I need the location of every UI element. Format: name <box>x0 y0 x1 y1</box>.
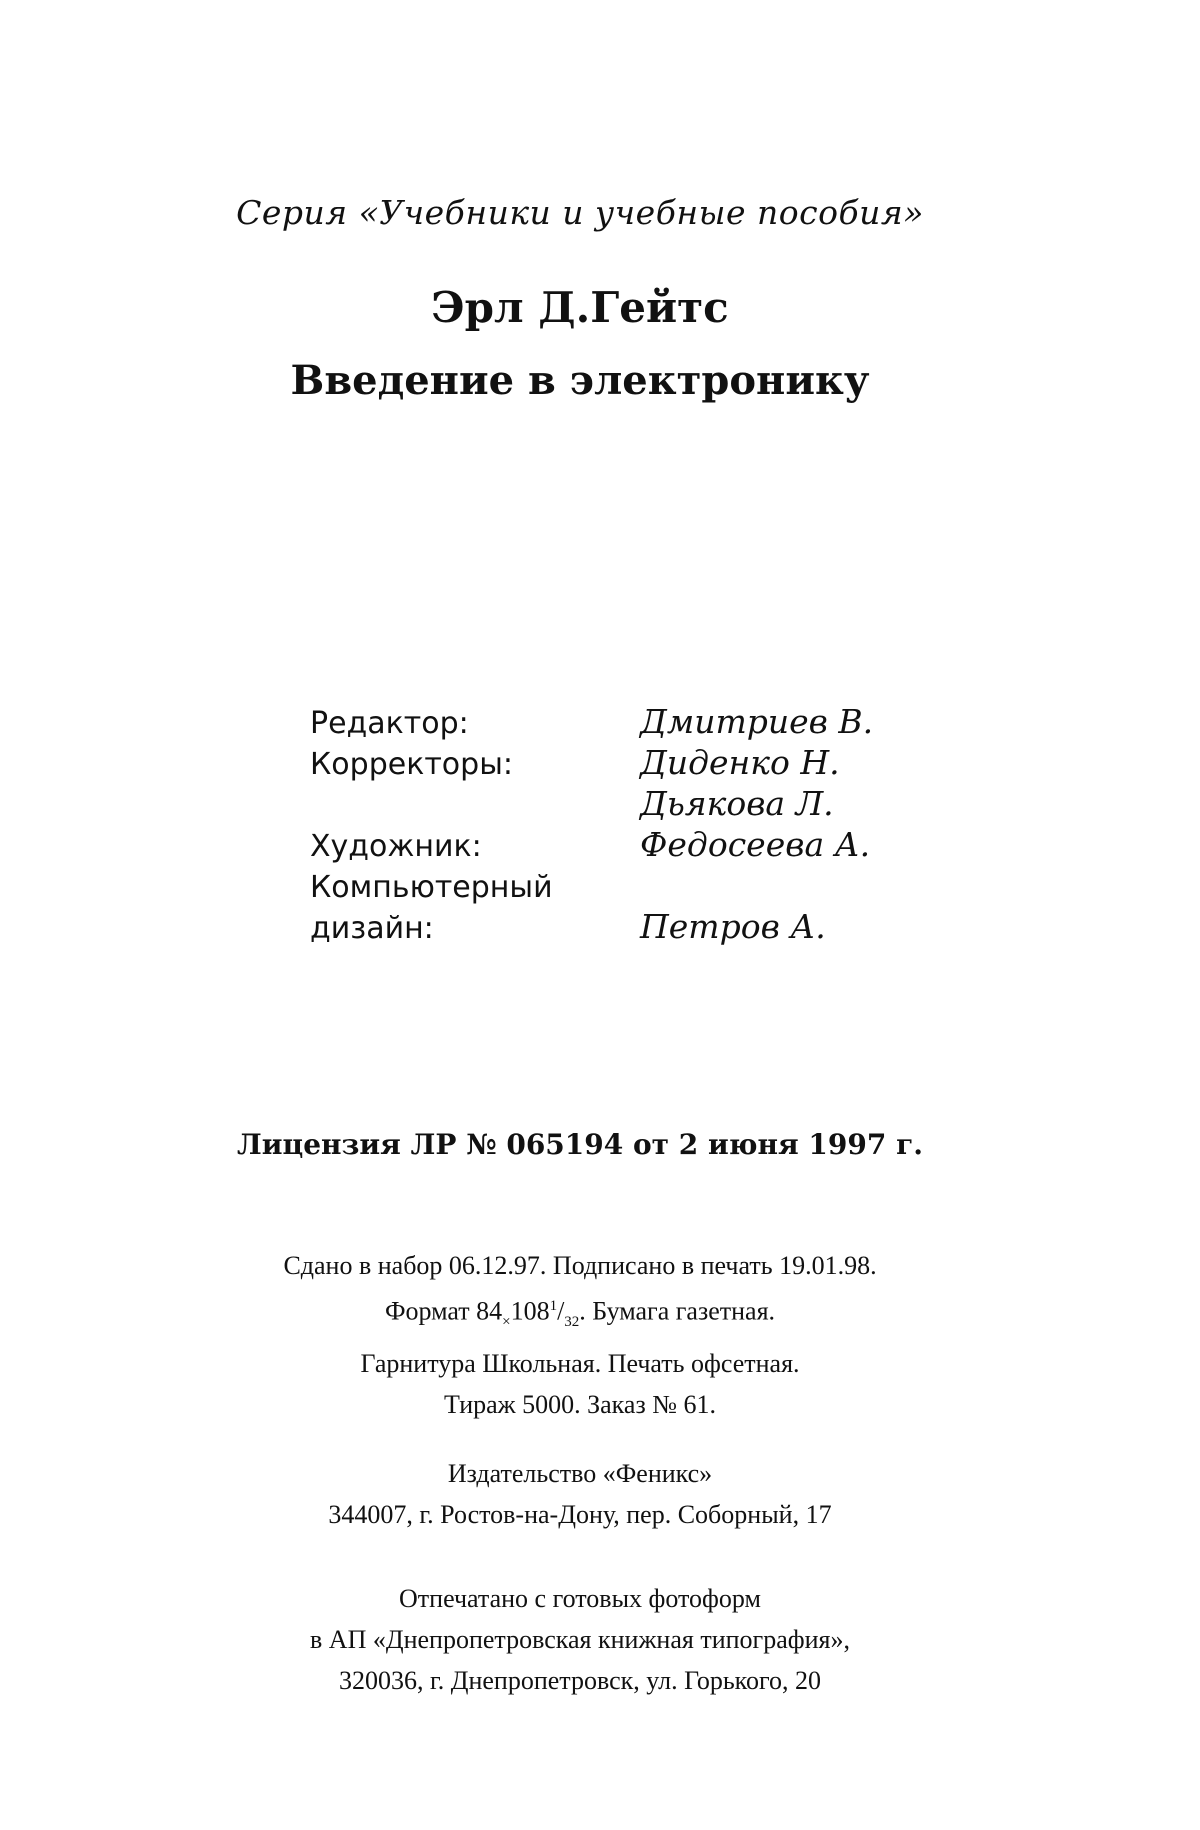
format-number: 108 <box>510 1296 550 1326</box>
credit-name: Дьякова Л. <box>640 784 834 823</box>
print-info-run: Тираж 5000. Заказ № 61. <box>443 1389 717 1419</box>
publisher-address: 344007, г. Ростов-на-Дону, пер. Соборный, 17 <box>328 1500 832 1529</box>
credit-row <box>310 782 930 823</box>
format-prefix: Формат 84 <box>384 1296 503 1326</box>
printer-line-1: Отпечатано с готовых фотоформ <box>399 1584 761 1613</box>
series-title: Серия «Учебники и учебные пособия» <box>236 193 924 232</box>
license-line: Лицензия ЛР № 065194 от 2 июня 1997 г. <box>237 1128 923 1161</box>
print-info <box>0 1245 1160 1425</box>
credit-row <box>310 864 930 905</box>
publisher-info <box>0 1453 1160 1535</box>
format-suffix: . Бумага газетная. <box>579 1296 776 1326</box>
print-info-typeface: Гарнитура Школьная. Печать офсетная. <box>360 1348 800 1378</box>
credits-table <box>310 700 930 946</box>
credit-name: Дмитриев В. <box>640 702 874 741</box>
format-times: × <box>502 1313 511 1330</box>
printer-info <box>0 1578 1160 1701</box>
print-info-format <box>0 1286 1160 1343</box>
credit-role: дизайн: <box>310 911 434 946</box>
credit-name: Федосеева А. <box>640 825 871 864</box>
author-name: Эрл Д.Гейтс <box>431 283 729 332</box>
credit-role: Компьютерный <box>310 870 553 905</box>
credit-role: Корректоры: <box>310 747 513 782</box>
format-sup: 1 <box>549 1298 558 1314</box>
printer-line-3: 320036, г. Днепропетровск, ул. Горького, 20 <box>338 1666 822 1695</box>
credit-row <box>310 700 930 741</box>
printer-line-2: в АП «Днепропетровская книжная типография», <box>310 1625 850 1654</box>
format-slash: / <box>557 1296 565 1326</box>
print-info-dates: Сдано в набор 06.12.97. Подписано в печать 19.01.98. <box>283 1251 877 1280</box>
credit-role: Редактор: <box>310 706 469 741</box>
credit-name: Диденко Н. <box>640 743 840 782</box>
credit-row <box>310 741 930 782</box>
credit-row <box>310 823 930 864</box>
publisher-name: Издательство «Феникс» <box>447 1459 713 1488</box>
credit-row <box>310 905 930 946</box>
format-sub: 32 <box>564 1313 580 1330</box>
book-title: Введение в электронику <box>290 357 870 404</box>
credit-role: Художник: <box>310 829 482 864</box>
credit-name: Петров А. <box>640 907 826 946</box>
